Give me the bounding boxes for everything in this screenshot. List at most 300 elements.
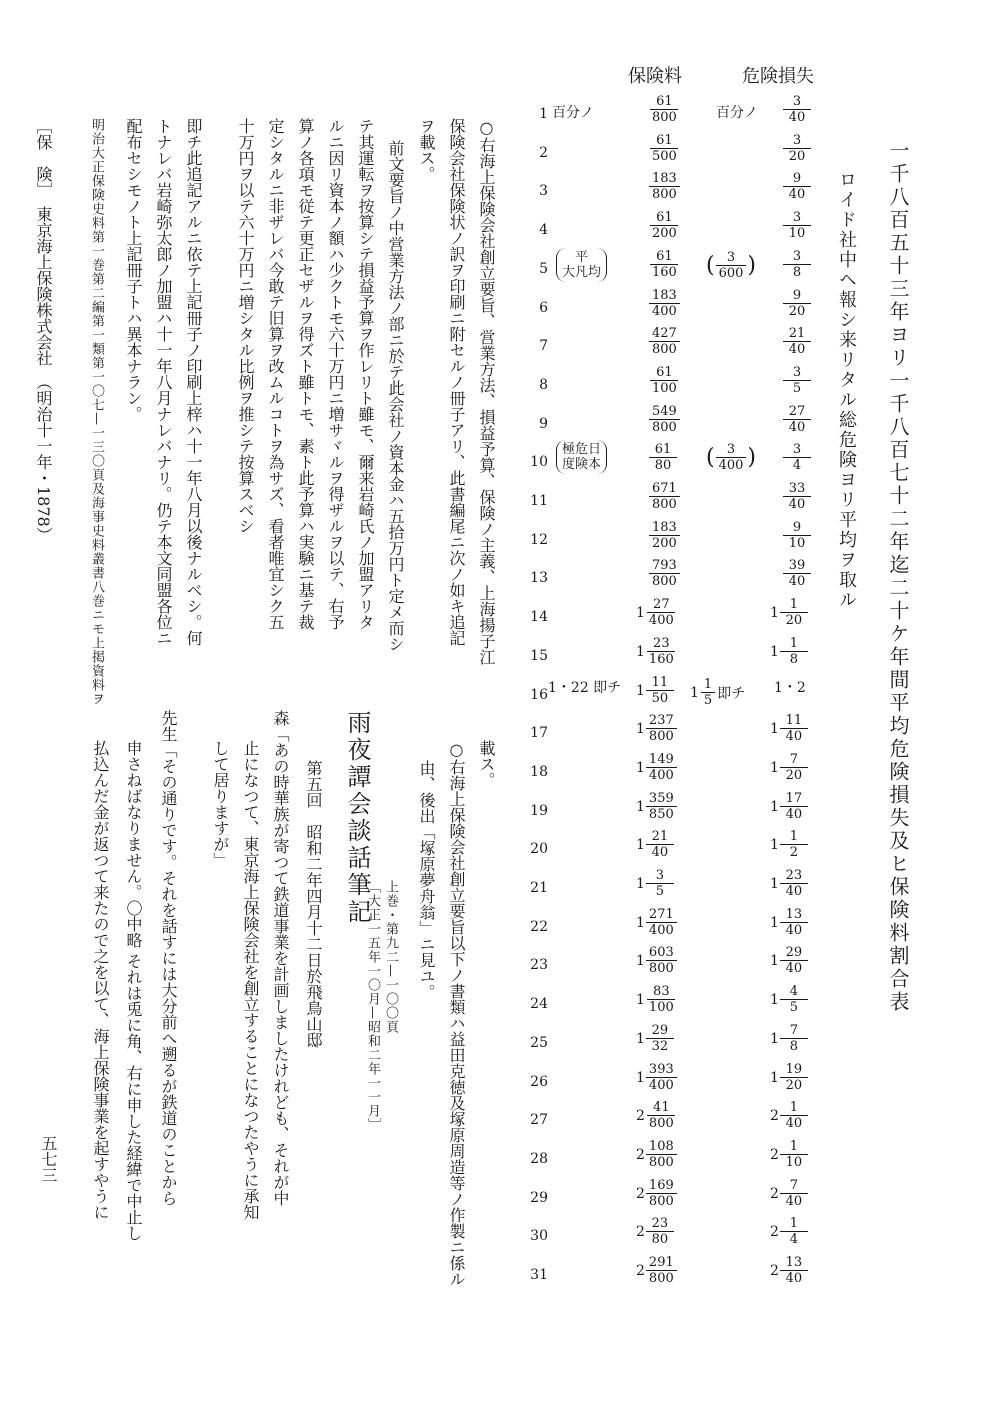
upper-col-12: 配布セシモノト上記冊子トハ異本ナラン。 [124,118,143,422]
fraction-whole: 2 [770,1185,779,1202]
section-header-footer: ［保 険］ 東京海上保険株式会社 （明治十一年・1878） [34,118,53,543]
lower-col-9: して居りますが」 [211,740,230,868]
table-title: 一千八百五十三年ヨリ一千八百七十二年迄二十ケ年間平均危険損失及ヒ保険料割合表 [886,140,910,1014]
row16-mid-num: 1 [701,677,715,693]
premium-fraction [636,1216,674,1247]
fraction-denominator: 40 [785,1116,803,1131]
fraction-numerator: 17 [780,791,808,807]
fraction-whole: 1 [770,759,779,776]
row-number: 11 [530,493,548,509]
fraction-denominator: 40 [788,574,806,589]
fraction-numerator: 39 [783,558,811,574]
loss-fraction [782,442,811,473]
fraction-numerator: 1 [780,829,808,845]
upper-col-1: ○右海上保険会社創立要旨、営業方法、損益予算、保険ノ主義、上海揚子江 [477,118,496,665]
fraction-denominator: 800 [652,110,677,125]
fraction-numerator: 27 [783,404,811,420]
fraction-whole: 1 [770,643,779,660]
loss-fraction [770,1255,808,1286]
row16-prefix: 1・22 即チ [548,680,622,696]
fraction-denominator: 850 [648,807,674,822]
upper-col-11: トナレバ岩崎弥太郎ノ加盟ハ十一年八月ナレバナリ。仍テ本文同盟各位ニ [154,118,173,646]
fraction-whole: 1 [636,1069,645,1086]
source-note: 明治大正保険史料第一巻第二編第一類第一〇七—一三〇頁及海事史料叢書八巻ニモ上掲資料ヲ [89,118,104,706]
fraction-numerator: 13 [780,907,808,923]
fraction-numerator: 21 [646,829,674,845]
fraction-numerator: 61 [650,133,678,149]
row-number: 7 [539,338,548,354]
loss-fraction [770,945,808,976]
premium-fraction [636,1178,677,1209]
premium-fraction [648,133,680,164]
fraction-denominator: 50 [651,691,669,706]
fraction-whole: 2 [770,1146,779,1163]
premium-fraction [636,791,677,822]
fraction-denominator: 40 [785,961,803,976]
lower-col-7: 森「あの時華族が寄つて鉄道事業を計画しましたけれども、それが中 [271,710,290,1206]
fraction-numerator: 183 [649,171,680,187]
loss-fraction [782,171,811,202]
premium-fraction [636,636,677,667]
premium-fraction [636,829,674,860]
row-number: 22 [530,919,548,935]
fraction-whole: 1 [770,720,779,737]
fraction-whole: 1 [636,720,645,737]
loss-fraction [770,713,808,744]
discussion-heading: 雨夜譚会談話筆記 [343,710,371,926]
fraction-whole: 1 [636,991,645,1008]
row-number: 15 [530,648,548,664]
fraction-numerator: 27 [647,597,675,613]
fraction-denominator: 800 [648,1116,674,1131]
fraction-whole: 1 [770,991,779,1008]
row16-mid-whole: 1 [690,684,699,701]
row-number: 8 [539,377,548,393]
row-number: 28 [530,1151,548,1167]
row-number: 17 [530,725,548,741]
loss-fraction [782,365,811,396]
fraction-denominator: 40 [788,342,806,357]
fraction-whole: 1 [636,952,645,969]
fraction-numerator: 237 [646,713,677,729]
fraction-numerator: 427 [649,326,680,342]
premium-fraction [636,675,674,706]
fraction-numerator: 393 [646,1062,677,1078]
row-number: 26 [530,1074,548,1090]
fraction-denominator: 5 [792,381,802,396]
fraction-denominator: 40 [785,923,803,938]
fraction-whole: 1 [636,604,645,621]
average-note-line2: 大凡均 [562,265,602,280]
premium-fraction [648,171,680,202]
premium-fraction [636,984,677,1015]
fraction-denominator: 400 [648,923,674,938]
premium-fraction [648,558,680,589]
row-number: 18 [530,764,548,780]
loss-fraction [770,636,808,667]
loss-fraction [770,752,808,783]
row16-mid-suffix: 即チ [717,685,746,702]
lower-col-8: 止になつて、東京海上保険会社を創立することになつたやうに承知 [241,740,260,1220]
premium-fraction [648,94,680,125]
row-number: 19 [530,803,548,819]
fraction-denominator: 400 [648,1078,674,1093]
fraction-denominator: 40 [785,807,803,822]
fraction-denominator: 800 [648,961,674,976]
row-number: 10 [530,454,548,470]
fraction-denominator: 800 [652,187,677,202]
premium-fraction [636,1255,677,1286]
lower-ref-2: ［大正一五年一〇月—昭和二年一一月］ [365,880,380,1132]
premium-fraction [636,1100,677,1131]
upper-col-7: 算ノ各項モ従テ更正セザルヲ得ズト雖トモ、素ト此予算ハ実験ニ基テ裁 [296,118,315,630]
fraction-whole: 1 [770,836,779,853]
fraction-numerator: 7 [780,752,808,768]
lower-ref-1: 上巻・第九二—一〇〇頁 [383,880,398,1034]
header-premium: 保険料 [628,66,682,87]
loss-fraction [770,868,808,899]
fraction-denominator: 40 [788,187,806,202]
page-number: 五七三 [39,1135,58,1183]
premium-fraction [636,1023,674,1054]
loss-fraction [782,94,811,125]
fraction-whole: 1 [770,798,779,815]
fraction-numerator: 3 [783,133,811,149]
loss-fraction [770,1139,808,1170]
fraction-numerator: 61 [650,365,678,381]
loss-fraction [782,481,811,512]
fraction-numerator: 169 [646,1178,677,1194]
row-number: 24 [530,996,548,1012]
fraction-whole: 1 [770,875,779,892]
row16-mid-den: 5 [703,693,713,708]
average-note-line1: 平 [575,250,589,265]
loss-fraction [782,249,811,280]
fraction-whole: 2 [636,1146,645,1163]
fraction-denominator: 8 [789,652,799,667]
fraction-numerator: 13 [780,1255,808,1271]
fraction-denominator: 20 [788,149,806,164]
fraction-whole: 2 [770,1262,779,1279]
fraction-denominator: 32 [651,1039,669,1054]
fraction-numerator: 149 [646,752,677,768]
fraction-denominator: 800 [652,574,677,589]
fraction-numerator: 1 [780,1216,808,1232]
fraction-numerator: 3 [783,442,811,458]
loss-fraction [770,907,808,938]
fraction-numerator: 11 [646,675,674,691]
fraction-denominator: 400 [648,613,674,628]
row-number: 12 [530,532,548,548]
fraction-numerator: 23 [646,1216,674,1232]
ext-den: 400 [718,458,744,473]
loss-fraction [782,558,811,589]
premium-fraction [636,713,677,744]
upper-col-8: 定シタルニ非ザレバ今敢テ旧算ヲ改ムルコトヲ為サズ、看者唯宜シク五 [266,118,285,630]
fraction-denominator: 100 [648,1000,674,1015]
fraction-whole: 1 [636,798,645,815]
row-number: 20 [530,841,548,857]
fraction-numerator: 61 [649,442,677,458]
loss-fraction [770,1216,808,1247]
fraction-denominator: 10 [788,536,806,551]
fraction-denominator: 20 [785,768,803,783]
fraction-denominator: 80 [651,1232,669,1247]
lower-col-2: ○右海上保険会社創立要旨以下ノ書類ハ益田克徳及塚原周造等ノ作製ニ係ル [447,740,466,1287]
loss-fraction [770,829,808,860]
row-number: 16 [530,687,548,703]
row-number: 23 [530,957,548,973]
fraction-denominator: 400 [652,304,677,319]
fraction-denominator: 40 [785,1271,803,1286]
fraction-numerator: 23 [647,636,675,652]
row-number: 9 [539,416,548,432]
lower-col-11: 申さねばなりません。〇中略 それは兎に角、右に申した経緯で中止し [124,740,143,1242]
premium-fraction [636,752,677,783]
fraction-denominator: 20 [785,1078,803,1093]
fraction-whole: 1 [636,875,645,892]
loss-fraction [782,404,811,435]
fraction-numerator: 671 [649,481,680,497]
fraction-denominator: 160 [652,265,677,280]
fraction-whole: 1 [636,836,645,853]
loss-fraction [782,520,811,551]
premium-fraction [636,868,674,899]
upper-col-3: ヲ載ス。 [417,118,436,182]
premium-fraction [648,481,680,512]
fraction-denominator: 800 [648,1155,674,1170]
fraction-denominator: 40 [788,420,806,435]
fraction-numerator: 61 [650,94,678,110]
upper-col-4: 前文要旨ノ中営業方法ノ部ニ於テ此会社ノ資本金ハ五拾万円ト定メ而シ [386,140,405,652]
premium-fraction [636,1139,677,1170]
fraction-numerator: 3 [783,249,811,265]
fraction-denominator: 10 [788,226,806,241]
premium-fraction [636,1062,677,1093]
row-number: 2 [539,145,548,161]
loss-fraction [782,133,811,164]
fraction-numerator: 1 [780,636,808,652]
fraction-numerator: 1 [780,597,808,613]
loss-fraction [782,288,811,319]
fraction-whole: 2 [770,1107,779,1124]
average-loss-fraction: ( $\frac{3}{600}$ ) [706,250,757,281]
ext-num: 3 [716,442,746,458]
fraction-numerator: 271 [646,907,677,923]
fraction-numerator: 33 [783,481,811,497]
fraction-denominator: 800 [652,420,677,435]
lower-col-1: 載ス。 [477,740,496,788]
fraction-denominator: 20 [785,613,803,628]
row-number: 1 [539,106,548,122]
average-note [556,248,607,282]
fraction-denominator: 20 [788,304,806,319]
extreme-note [556,440,607,474]
fraction-numerator: 549 [649,404,680,420]
fraction-whole: 1 [636,914,645,931]
fraction-whole: 2 [636,1262,645,1279]
loss-fraction [782,210,811,241]
fraction-numerator: 9 [783,520,811,536]
fraction-whole: 1 [770,1030,779,1047]
fraction-numerator: 1 [780,1100,808,1116]
fraction-denominator: 800 [648,1194,674,1209]
fraction-denominator: 40 [651,845,669,860]
fraction-numerator: 3 [783,94,811,110]
loss-percent-prefix: 百分ノ [716,105,758,121]
fraction-whole: 2 [770,1223,779,1240]
fraction-numerator: 4 [780,984,808,1000]
upper-col-5: テ其運転ヲ按算シテ損益予算ヲ作レリト雖モ、爾来岩崎氏ノ加盟アリタ [356,118,375,630]
fraction-denominator: 800 [648,729,674,744]
lower-col-6: 第五回 昭和二年四月十二日於飛鳥山邸 [304,760,323,1048]
lower-col-10: 先生「その通りです。それを話すには大分前へ遡るが鉄道のことから [159,710,178,1206]
fraction-numerator: 83 [647,984,675,1000]
fraction-numerator: 1 [780,1139,808,1155]
row16-loss: 1・2 [774,680,806,696]
fraction-numerator: 603 [646,945,677,961]
row-number: 21 [530,880,548,896]
upper-col-6: ルニ因リ資本ノ額ハ少クトモ六十万円ニ増サヾルヲ得ザルヲ以テ、右予 [326,118,345,630]
loss-fraction [770,1023,808,1054]
row-number: 29 [530,1190,548,1206]
fraction-denominator: 500 [652,149,677,164]
fraction-numerator: 183 [649,288,680,304]
row16-mid [690,677,745,708]
header-loss: 危険損失 [742,66,814,87]
fraction-denominator: 200 [652,536,677,551]
fraction-numerator: 291 [646,1255,677,1271]
fraction-whole: 1 [770,914,779,931]
avg-den: 600 [718,266,744,281]
avg-num: 3 [716,250,746,266]
fraction-denominator: 5 [789,1000,799,1015]
fraction-numerator: 9 [783,171,811,187]
fraction-denominator: 800 [648,1271,674,1286]
fraction-numerator: 41 [647,1100,675,1116]
fraction-denominator: 8 [789,1039,799,1054]
fraction-denominator: 5 [655,884,665,899]
fraction-numerator: 23 [780,868,808,884]
row-number: 30 [530,1228,548,1244]
upper-col-2: 保険会社保険状ノ訳ヲ印刷ニ附セルノ冊子アリ、此書編尾ニ次ノ如キ追記 [447,118,466,646]
row-number: 5 [539,261,548,277]
premium-fraction [636,945,677,976]
loss-fraction [770,791,808,822]
extreme-note-line1: 極危日 [562,442,602,457]
fraction-whole: 1 [636,682,645,699]
row-number: 14 [530,609,548,625]
fraction-denominator: 40 [785,729,803,744]
fraction-numerator: 61 [650,249,678,265]
fraction-denominator: 80 [654,458,672,473]
fraction-denominator: 40 [788,497,806,512]
row-number: 27 [530,1112,548,1128]
lower-col-12: 払込んだ金が返つて来たので之を以て、海上保険事業を起すやうに [91,740,110,1220]
fraction-whole: 1 [770,1069,779,1086]
premium-fraction [648,210,680,241]
premium-percent-prefix: 百分ノ [552,105,594,121]
fraction-numerator: 19 [780,1062,808,1078]
loss-fraction [770,1062,808,1093]
fraction-denominator: 2 [789,845,799,860]
fraction-whole: 2 [636,1223,645,1240]
fraction-whole: 1 [636,1030,645,1047]
fraction-whole: 1 [770,952,779,969]
fraction-denominator: 800 [652,342,677,357]
row-number: 31 [530,1267,548,1283]
fraction-whole: 1 [770,604,779,621]
row-number: 13 [530,570,548,586]
fraction-whole: 2 [636,1185,645,1202]
table-subtitle: ロイド社中ヘ報シ来リタル総危険ヨリ平均ヲ取ル [836,170,857,610]
fraction-denominator: 40 [788,110,806,125]
row-number: 25 [530,1035,548,1051]
fraction-denominator: 800 [652,497,677,512]
fraction-denominator: 10 [785,1155,803,1170]
fraction-numerator: 3 [646,868,674,884]
upper-col-10: 即チ此追記アルニ依テ上記冊子ノ印刷上梓ハ十一年八月以後ナルベシ。何 [184,118,203,646]
fraction-numerator: 793 [649,558,680,574]
fraction-denominator: 40 [785,884,803,899]
premium-fraction [648,288,680,319]
fraction-denominator: 100 [652,381,677,396]
fraction-numerator: 21 [783,326,811,342]
premium-fraction [648,365,680,396]
fraction-denominator: 200 [652,226,677,241]
fraction-denominator: 4 [789,1232,799,1247]
lower-col-3: 由、後出「塚原夢舟翁」ニ見ユ。 [417,760,436,1000]
upper-col-9: 十万円ヲ以テ六十万円ニ増シタル比例ヲ推シテ按算スベシ [236,118,255,534]
premium-fraction [648,442,677,473]
fraction-denominator: 400 [648,768,674,783]
fraction-numerator: 359 [646,791,677,807]
fraction-numerator: 11 [780,713,808,729]
premium-fraction [648,249,680,280]
fraction-whole: 1 [636,643,645,660]
premium-fraction [648,404,680,435]
fraction-denominator: 4 [792,458,802,473]
fraction-whole: 1 [636,759,645,776]
loss-fraction [770,1100,808,1131]
loss-fraction [770,597,808,628]
premium-fraction [636,597,677,628]
fraction-numerator: 29 [646,1023,674,1039]
fraction-whole: 2 [636,1107,645,1124]
fraction-numerator: 3 [783,210,811,226]
premium-fraction [648,520,680,551]
fraction-numerator: 7 [780,1023,808,1039]
fraction-numerator: 29 [780,945,808,961]
fraction-numerator: 108 [646,1139,677,1155]
extreme-loss-fraction: ( $\frac{3}{400}$ ) [706,442,757,473]
fraction-numerator: 9 [783,288,811,304]
extreme-note-line2: 度険本 [562,457,602,472]
fraction-numerator: 7 [780,1178,808,1194]
fraction-numerator: 3 [783,365,811,381]
fraction-denominator: 8 [792,265,802,280]
row-number: 4 [539,222,548,238]
row-number: 6 [539,300,548,316]
fraction-denominator: 40 [785,1194,803,1209]
loss-fraction [770,984,808,1015]
loss-fraction [770,1178,808,1209]
premium-fraction [636,907,677,938]
fraction-denominator: 160 [648,652,674,667]
fraction-numerator: 183 [649,520,680,536]
row-number: 3 [539,183,548,199]
fraction-numerator: 61 [650,210,678,226]
